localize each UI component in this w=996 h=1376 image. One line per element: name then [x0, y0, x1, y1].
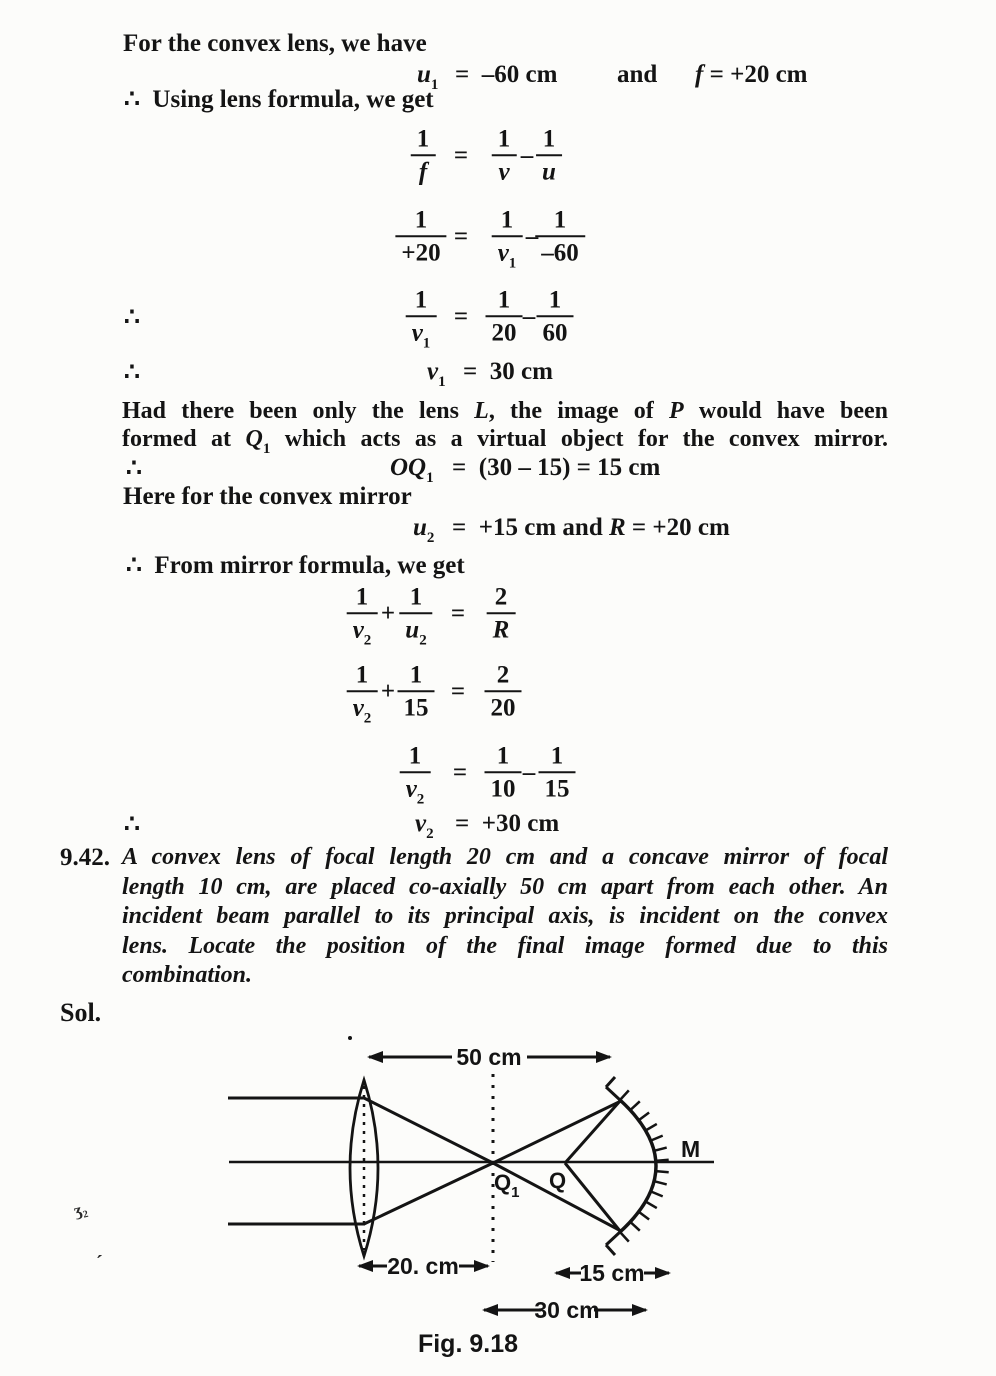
pencil-scribble: ʒ₂ — [71, 1198, 89, 1221]
fraction-1-over-v1: $\frac{1}{v_1}$ — [406, 287, 437, 347]
minus-sign: – — [522, 303, 536, 330]
conjunction: and — [617, 61, 658, 88]
dimension-15cm-label: 15 cm — [579, 1260, 645, 1286]
dimension-30cm-label: 30 cm — [534, 1297, 600, 1323]
equals-sign: = — [453, 142, 469, 169]
fraction-1-over-20: $\frac{1}{20}$ — [486, 287, 523, 347]
mirror-hatching — [620, 1090, 669, 1241]
equals-sign: = — [453, 223, 469, 250]
fraction-1-over-minus60: $\frac{1}{-60}$ — [535, 207, 585, 267]
fraction-1-over-15: $\frac{1}{15}$ — [539, 743, 576, 803]
intro-line: For the convex lens, we have — [123, 30, 427, 57]
fraction-1-over-u2: $\frac{1}{u_2}$ — [399, 584, 432, 644]
u1-symbol: $u_1$ — [417, 61, 439, 93]
fraction-1-over-v1: $\frac{1}{v_1}$ — [492, 207, 523, 267]
fraction-2-over-R: $\frac{2}{R}$ — [487, 584, 516, 644]
problem-number: 9.42. — [60, 844, 110, 871]
concave-mirror-arc — [620, 1100, 656, 1232]
therefore-symbol: ∴ — [124, 304, 140, 331]
u2-symbol: $u_2$ — [413, 514, 435, 546]
dimension-20cm-label: 20. cm — [387, 1253, 459, 1279]
oq1-value: = (30 – 15) = 15 cm — [452, 454, 661, 481]
problem-line: lens. Locate the position of the final image formed due to this — [122, 933, 888, 959]
dimension-50cm-label: 50 cm — [456, 1044, 522, 1070]
v2-result: = +30 cm — [455, 810, 560, 837]
label-q1: $Q_1$ — [494, 1170, 520, 1201]
from-mirror-line: ∴ From mirror formula, we get — [126, 552, 465, 579]
minus-sign: – — [520, 142, 534, 169]
figure-caption: Fig. 9.18 — [417, 1330, 519, 1358]
label-q: Q — [549, 1168, 567, 1193]
fraction-1-over-10: $\frac{1}{10}$ — [485, 743, 522, 803]
u2-value: = +15 cm and R = +20 cm — [452, 514, 730, 541]
plus-sign: + — [380, 678, 396, 705]
oq1-symbol: $OQ_1$ — [390, 454, 434, 486]
v1-result: = 30 cm — [463, 358, 553, 385]
equals-sign: = — [452, 759, 468, 786]
fraction-1-over-v2: $\frac{1}{v_2}$ — [400, 743, 431, 803]
using-lens-line: ∴ Using lens formula, we get — [124, 86, 434, 113]
v2-symbol: $v_2$ — [415, 810, 434, 842]
therefore-symbol: ∴ — [126, 455, 142, 482]
problem-line: incident beam parallel to its principal axis, is incident on the convex — [122, 903, 888, 929]
here-convex-mirror-line: Here for the convex mirror — [123, 483, 412, 510]
ray-diagram — [0, 1030, 996, 1376]
fraction-1-over-u: $\frac{1}{u}$ — [536, 126, 562, 186]
fraction-1-over-v: $\frac{1}{v}$ — [492, 126, 517, 186]
minus-sign: – — [522, 759, 536, 786]
f-value: f = +20 cm — [695, 61, 808, 88]
minus-sign: – — [525, 223, 539, 250]
fraction-1-over-v2: $\frac{1}{v_2}$ — [347, 662, 378, 722]
ink-speck — [348, 1036, 352, 1040]
fraction-1-over-v2: $\frac{1}{v_2}$ — [347, 584, 378, 644]
equals-sign: = — [450, 678, 466, 705]
fraction-1-over-60: $\frac{1}{60}$ — [537, 287, 574, 347]
pencil-tick: ˊ — [96, 1252, 103, 1274]
therefore-symbol: ∴ — [124, 359, 140, 386]
reflected-rays — [565, 1101, 620, 1231]
u1-value: = –60 cm — [455, 61, 558, 88]
fraction-2-over-20: $\frac{2}{20}$ — [485, 662, 522, 722]
explanation-line-2: formed at $Q_1$ which acts as a virtual object for the convex mirror. — [122, 426, 888, 457]
problem-line: length 10 cm, are placed co-axially 50 cm apart from each other. An — [122, 874, 888, 900]
solution-label: Sol. — [60, 998, 102, 1027]
equals-sign: = — [450, 600, 466, 627]
plus-sign: + — [380, 600, 396, 627]
explanation-line-1: Had there been only the lens L, the image of P would have been — [122, 398, 889, 424]
v1-symbol: $v_1$ — [427, 358, 446, 390]
therefore-symbol: ∴ — [124, 811, 140, 838]
label-m: M — [681, 1136, 701, 1162]
fraction-1-over-plus20: $\frac{1}{+20}$ — [395, 207, 446, 267]
fraction-1-over-f: $\frac{1}{f}$ — [411, 126, 436, 186]
problem-line: A convex lens of focal length 20 cm and a concave mirror of focal — [122, 844, 888, 870]
fraction-1-over-15: $\frac{1}{15}$ — [398, 662, 435, 722]
equals-sign: = — [453, 303, 469, 330]
problem-line: combination. — [122, 962, 253, 988]
